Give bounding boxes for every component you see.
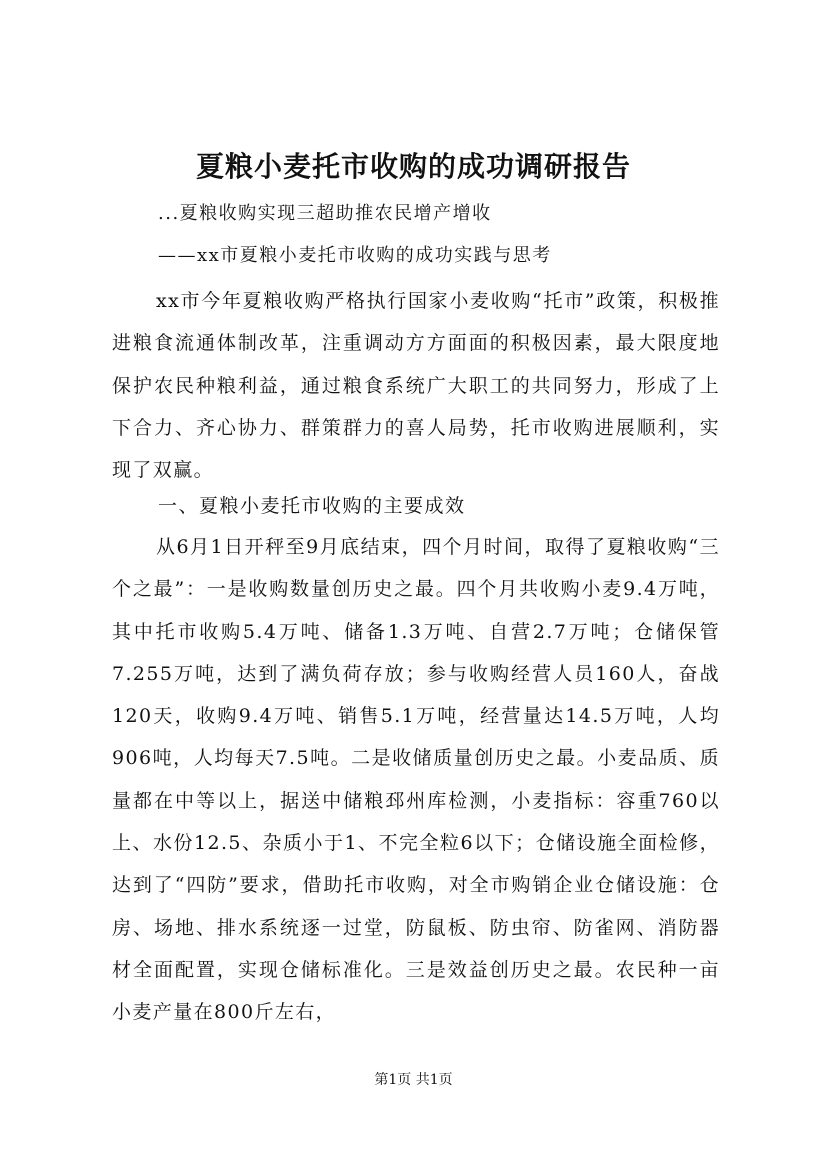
subtitle-line-1: ...夏粮收购实现三超助推农民增产增收	[158, 203, 492, 224]
section-heading: 一、夏粮小麦托市收购的主要成效	[158, 495, 466, 517]
intro-paragraph: xx市今年夏粮收购严格执行国家小麦收购“托市”政策，积极推进粮食流通体制改革，注重调动方方面面的积极因素，最大限度地保护农民种粮利益，通过粮食系统广大职工的共同努力，形成了上下合力、齐心协力、群策群力的喜人局势，托市收购进展顺利，实现了双赢。	[112, 290, 720, 482]
subtitle-line-2: ——xx市夏粮小麦托市收购的成功实践与思考	[158, 245, 552, 266]
page-footer: 第1页 共1页	[374, 1072, 453, 1088]
document-title: 夏粮小麦托市收购的成功调研报告	[195, 150, 631, 183]
body-paragraph: 从6月1日开秤至9月底结束，四个月时间，取得了夏粮收购“三个之最”：一是收购数量创历史之最。四个月共收购小麦9.4万吨，其中托市收购5.4万吨、储备1.3万吨、自营2.7万吨；仓储保管7.255万吨，达到了满负荷存放；参与收购经营人员160人，奋战120天，收购9.4万吨、销售5.1万吨，经营量达14.5万吨，人均906吨，人均每天7.5吨。二是收储质量创历史之最。小麦品质、质量都在中等以上，据送中储粮邳州库检测，小麦指标：容重760以上、水份12.5、杂质小于1、不完全粒6以下；仓储设施全面检修，达到了“四防”要求，借助托市收购，对全市购销企业仓储设施：仓房、场地、排水系统逐一过堂，防鼠板、防虫帘、防雀网、消防器材全面配置，实现仓储标准化。三是效益创历史之最。农民种一亩小麦产量在800斤左右，	[112, 536, 720, 1024]
